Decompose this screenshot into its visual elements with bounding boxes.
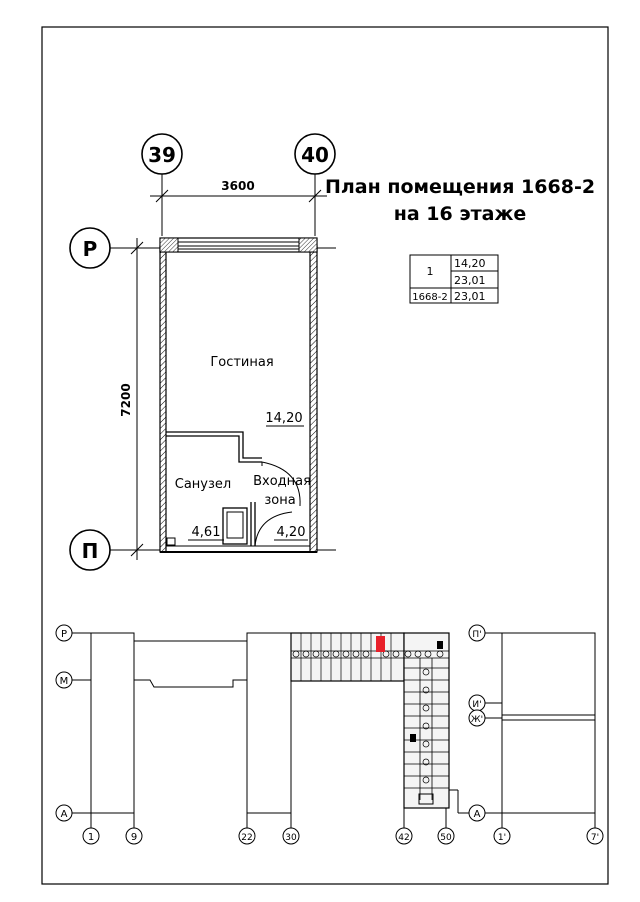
key-axis-bottom-30-label: 30 [285,833,297,843]
key-axis-bottom-1prime-label: 1' [497,833,507,843]
axis-bubble-39 [142,134,182,174]
key-axis-left-m-label: М [59,676,69,687]
key-axis-bottom-22 [239,828,255,844]
key-axis-right-a [469,805,485,821]
room-entrance-name-line2: зона [264,493,296,508]
room-entrance-name-line1: Входная [253,474,311,489]
plan-title-line2: на 16 этаже [393,203,527,225]
key-axis-right-a-label: А [473,809,481,820]
dimension-vertical-label: 7200 [119,383,133,417]
highlighted-apartment [376,636,385,652]
floor-drain [167,538,175,545]
key-axis-bottom-30 [283,828,299,844]
window [160,238,317,252]
axis-label-40: 40 [301,143,329,167]
room-bathroom-name: Санузел [174,477,232,492]
key-axis-left-r [56,625,72,641]
axis-label-r: Р [82,237,98,261]
building-block-left [91,633,134,813]
key-plan [56,625,603,844]
key-axis-bottom-7prime-label: 7' [590,833,600,843]
shower-tray [223,508,247,544]
axis-bubble-40 [295,134,335,174]
dimension-horizontal-label: 3600 [221,179,255,193]
room-plan [70,134,336,570]
key-axis-left-a-label: А [60,809,68,820]
key-axis-bottom-1 [83,828,99,844]
area-table-row2-value: 23,01 [454,290,486,303]
key-axis-bottom-42 [396,828,412,844]
key-axis-bottom-50-label: 50 [440,833,452,843]
key-axis-right-p [469,625,485,641]
axis-bubble-p [70,530,110,570]
room-bathroom-area: 4,61 [191,525,221,540]
key-axis-bottom-50 [438,828,454,844]
dimension-vertical [119,238,143,560]
room-living-area: 14,20 [265,411,303,426]
area-table-row2-label: 1668-2 [412,292,448,303]
wall-left [160,246,166,552]
key-axis-left-m [56,672,72,688]
key-axis-bottom-1prime [494,828,510,844]
key-axis-bottom-1-label: 1 [87,832,95,843]
wall-right [310,246,317,552]
axis-label-p: П [81,539,99,563]
key-axis-right-i [469,695,485,711]
dimension-horizontal [150,179,327,202]
key-axis-bottom-7prime [587,828,603,844]
building-block-middle [247,633,291,813]
area-table [410,255,498,303]
axis-bubble-r [70,228,110,268]
area-table-row1-label: 1 [426,265,434,278]
room-entrance-area: 4,20 [276,525,306,540]
axis-label-39: 39 [148,143,176,167]
key-axis-bottom-22-label: 22 [241,833,253,843]
key-axis-bottom-9-label: 9 [130,832,138,843]
area-table-row1-value2: 23,01 [454,274,486,287]
plan-title-line1: План помещения 1668-2 [324,176,596,198]
key-axis-bottom-9 [126,828,142,844]
key-axis-right-p-label: П' [472,630,482,640]
key-axis-left-a [56,805,72,821]
room-living-name: Гостиная [210,355,274,370]
key-axis-right-zh [469,710,485,726]
key-axis-bottom-42-label: 42 [398,833,410,843]
key-axis-left-r-label: Р [60,629,68,640]
area-table-row1-value1: 14,20 [454,257,486,270]
key-axis-right-i-label: И' [472,700,482,710]
building-block-right [502,633,595,813]
key-axis-right-zh-label: Ж' [470,715,484,725]
